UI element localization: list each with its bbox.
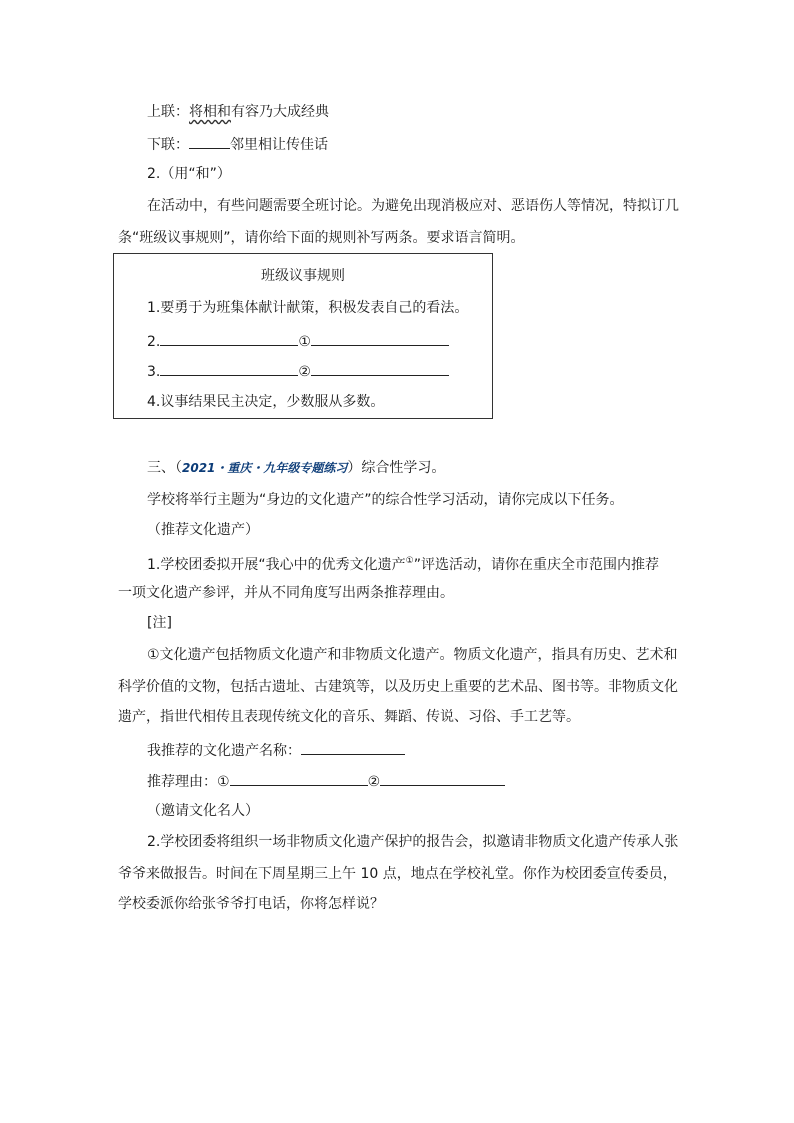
task-1-text-a: 1.学校团委拟开展“我心中的优秀文化遗产 [147,557,406,573]
heritage-name-label: 我推荐的文化遗产名称： [147,743,301,759]
q2-label: 2.（用“和”） [147,166,231,182]
rule-3-number: 3. [147,364,161,380]
couplet-upper [147,102,329,122]
rule-3-blank-b[interactable] [311,360,449,376]
rule-4: 4.议事结果民主决定，少数服从多数。 [147,394,385,410]
reason-row [147,770,505,792]
section-3-suffix: ）综合性学习。 [347,460,446,476]
subheading-invite: （邀请文化名人） [147,803,259,819]
rule-1: 1.要勇于为班集体献计献策，积极发表自己的看法。 [147,300,469,316]
note-line-2: 科学价值的文物，包括古遗址、古建筑等，以及历史上重要的艺术品、图书等。非物质文化 [118,679,678,695]
task-2-line-1: 2.学校团委将组织一场非物质文化遗产保护的报告会，拟邀请非物质文化遗产传承人张 [147,834,679,850]
rule-3 [147,360,449,382]
task-1-line-1 [147,551,659,575]
note-label: [注] [147,615,172,631]
task-2-line-3: 学校委派你给张爷爷打电话，你将怎样说？ [118,896,384,912]
couplet-upper-wavy: 将相和 [189,104,231,120]
rule-2-blank-b[interactable] [311,330,449,346]
section-3-intro: 学校将举行主题为“身边的文化遗产”的综合性学习活动，请你完成以下任务。 [147,492,624,508]
q2-intro-line-2: 条“班级议事规则”，请你给下面的规则补写两条。要求语言简明。 [118,230,525,246]
section-3-prefix: 三、（ [147,460,182,476]
couplet-upper-label: 上联： [147,104,189,120]
rule-2-marker: ① [298,334,311,350]
rule-3-blank-a[interactable] [160,360,298,376]
task-1-line-2: 一项文化遗产参评，并从不同角度写出两条推荐理由。 [118,585,454,601]
heritage-name-row [147,739,405,761]
rule-2-number: 2. [147,334,161,350]
section-3-source: 2021・重庆・九年级专题练习 [182,461,348,475]
q2-intro-line-1: 在活动中，有些问题需要全班讨论。为避免出现消极应对、恶语伤人等情况，特拟订几 [147,198,679,214]
couplet-lower-label: 下联： [147,137,189,153]
subheading-recommend: （推荐文化遗产） [147,522,259,538]
task-1-text-b: ”评选活动，请你在重庆全市范围内推荐 [413,557,659,573]
rules-title: 班级议事规则 [261,268,345,284]
footnote-marker: ① [405,556,414,566]
rule-2-blank-a[interactable] [160,330,298,346]
reason-label: 推荐理由：① [147,774,230,790]
reason-1-blank[interactable] [230,770,368,786]
rule-3-marker: ② [298,364,311,380]
couplet-lower [147,133,328,155]
note-line-3: 遗产，指世代相传且表现传统文化的音乐、舞蹈、传说、习俗、手工艺等。 [118,709,580,725]
note-line-1: ①文化遗产包括物质文化遗产和非物质文化遗产。物质文化遗产，指具有历史、艺术和 [147,647,678,663]
couplet-lower-text: 邻里相让传佳话 [230,137,328,153]
reason-2-blank[interactable] [380,770,505,786]
rules-box [113,253,493,419]
couplet-answer-blank[interactable] [189,133,230,149]
heritage-name-blank[interactable] [301,739,405,755]
couplet-upper-text: 有容乃大成经典 [231,104,329,120]
reason-2-marker: ② [367,774,381,790]
task-2-line-2: 爷爷来做报告。时间在下周星期三上午 10 点，地点在学校礼堂。你作为校团委宣传委员， [118,866,677,882]
rule-2 [147,330,449,352]
section-3-heading [147,458,445,478]
